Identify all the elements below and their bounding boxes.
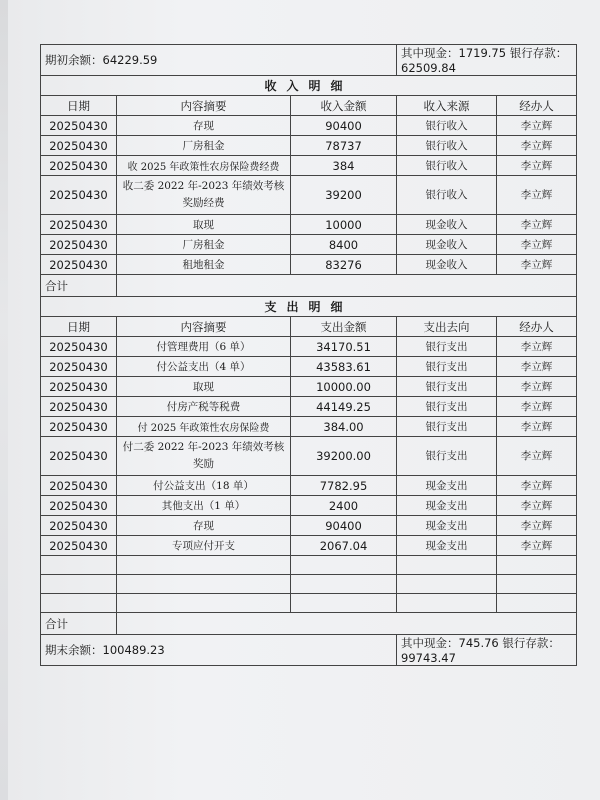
income-amount: 78737 <box>291 136 397 156</box>
expense-summary: 付公益支出（4 单） <box>117 357 291 377</box>
closing-balance: 期末余额：100489.23 <box>41 635 397 666</box>
expense-amount: 10000.00 <box>291 377 397 397</box>
income-date: 20250430 <box>41 235 117 255</box>
expense-total-label: 合计 <box>41 613 117 635</box>
expense-destination: 现金支出 <box>397 536 497 556</box>
income-handler: 李立辉 <box>497 116 577 136</box>
expense-date: 20250430 <box>41 357 117 377</box>
expense-header-destination: 支出去向 <box>397 317 497 337</box>
expense-date: 20250430 <box>41 516 117 536</box>
expense-summary: 付二委 2022 年-2023 年绩效考核奖励 <box>117 437 291 476</box>
expense-handler: 李立辉 <box>497 496 577 516</box>
expense-header-amount: 支出金额 <box>291 317 397 337</box>
expense-amount: 34170.51 <box>291 337 397 357</box>
expense-handler: 李立辉 <box>497 536 577 556</box>
income-summary: 存现 <box>117 116 291 136</box>
income-amount: 90400 <box>291 116 397 136</box>
expense-header-summary: 内容摘要 <box>117 317 291 337</box>
expense-handler: 李立辉 <box>497 397 577 417</box>
expense-handler: 李立辉 <box>497 437 577 476</box>
income-section-title: 收入明细 <box>41 76 577 96</box>
income-row <box>41 215 577 235</box>
income-row <box>41 116 577 136</box>
income-header-handler: 经办人 <box>497 96 577 116</box>
opening-row <box>41 45 577 76</box>
closing-breakdown: 其中现金：745.76 银行存款：99743.47 <box>397 635 577 666</box>
income-amount: 384 <box>291 156 397 176</box>
expense-amount: 2067.04 <box>291 536 397 556</box>
income-summary: 收二委 2022 年-2023 年绩效考核奖励经费 <box>117 176 291 215</box>
expense-row <box>41 437 577 476</box>
expense-destination: 现金支出 <box>397 496 497 516</box>
expense-section-title: 支出明细 <box>41 297 577 317</box>
income-row <box>41 235 577 255</box>
opening-breakdown: 其中现金：1719.75 银行存款：62509.84 <box>397 45 577 76</box>
income-amount: 10000 <box>291 215 397 235</box>
income-row <box>41 255 577 275</box>
income-row <box>41 156 577 176</box>
income-total-label: 合计 <box>41 275 117 297</box>
income-source: 现金收入 <box>397 255 497 275</box>
expense-empty-row <box>41 594 577 613</box>
income-summary: 收 2025 年政策性农房保险费经费 <box>117 156 291 176</box>
expense-empty-row <box>41 556 577 575</box>
expense-destination: 现金支出 <box>397 516 497 536</box>
expense-date: 20250430 <box>41 536 117 556</box>
expense-row <box>41 417 577 437</box>
income-date: 20250430 <box>41 215 117 235</box>
expense-row <box>41 357 577 377</box>
income-title-row <box>41 76 577 96</box>
expense-handler: 李立辉 <box>497 337 577 357</box>
expense-date: 20250430 <box>41 397 117 417</box>
expense-total-row <box>41 613 577 635</box>
expense-amount: 2400 <box>291 496 397 516</box>
expense-summary: 付房产税等税费 <box>117 397 291 417</box>
expense-summary: 存现 <box>117 516 291 536</box>
income-date: 20250430 <box>41 156 117 176</box>
expense-handler: 李立辉 <box>497 357 577 377</box>
income-source: 银行收入 <box>397 156 497 176</box>
expense-row <box>41 377 577 397</box>
expense-destination: 现金支出 <box>397 476 497 496</box>
expense-row <box>41 496 577 516</box>
income-source: 银行收入 <box>397 116 497 136</box>
expense-destination: 银行支出 <box>397 397 497 417</box>
expense-amount: 44149.25 <box>291 397 397 417</box>
expense-header-handler: 经办人 <box>497 317 577 337</box>
expense-row <box>41 337 577 357</box>
ledger-table <box>40 44 577 666</box>
expense-header-row <box>41 317 577 337</box>
expense-date: 20250430 <box>41 476 117 496</box>
income-summary: 厂房租金 <box>117 235 291 255</box>
expense-amount: 7782.95 <box>291 476 397 496</box>
opening-balance: 期初余额：64229.59 <box>41 45 397 76</box>
income-source: 现金收入 <box>397 235 497 255</box>
income-summary: 取现 <box>117 215 291 235</box>
income-summary: 租地租金 <box>117 255 291 275</box>
income-header-date: 日期 <box>41 96 117 116</box>
expense-summary: 专项应付开支 <box>117 536 291 556</box>
income-date: 20250430 <box>41 176 117 215</box>
expense-destination: 银行支出 <box>397 437 497 476</box>
expense-total-value <box>117 613 577 635</box>
income-handler: 李立辉 <box>497 136 577 156</box>
income-amount: 8400 <box>291 235 397 255</box>
income-source: 现金收入 <box>397 215 497 235</box>
expense-row <box>41 476 577 496</box>
income-handler: 李立辉 <box>497 255 577 275</box>
expense-summary: 付 2025 年政策性农房保险费 <box>117 417 291 437</box>
expense-amount: 90400 <box>291 516 397 536</box>
expense-handler: 李立辉 <box>497 377 577 397</box>
expense-handler: 李立辉 <box>497 417 577 437</box>
expense-summary: 付公益支出（18 单） <box>117 476 291 496</box>
expense-date: 20250430 <box>41 417 117 437</box>
income-summary: 厂房租金 <box>117 136 291 156</box>
expense-amount: 39200.00 <box>291 437 397 476</box>
expense-row <box>41 516 577 536</box>
income-header-row <box>41 96 577 116</box>
expense-handler: 李立辉 <box>497 516 577 536</box>
expense-destination: 银行支出 <box>397 417 497 437</box>
expense-destination: 银行支出 <box>397 377 497 397</box>
expense-date: 20250430 <box>41 377 117 397</box>
income-amount: 83276 <box>291 255 397 275</box>
income-header-summary: 内容摘要 <box>117 96 291 116</box>
income-total-row <box>41 275 577 297</box>
expense-handler: 李立辉 <box>497 476 577 496</box>
income-date: 20250430 <box>41 116 117 136</box>
income-handler: 李立辉 <box>497 215 577 235</box>
expense-row <box>41 536 577 556</box>
income-date: 20250430 <box>41 136 117 156</box>
income-row <box>41 136 577 156</box>
expense-date: 20250430 <box>41 496 117 516</box>
expense-amount: 43583.61 <box>291 357 397 377</box>
expense-date: 20250430 <box>41 437 117 476</box>
expense-row <box>41 397 577 417</box>
expense-destination: 银行支出 <box>397 357 497 377</box>
income-total-value <box>117 275 577 297</box>
income-amount: 39200 <box>291 176 397 215</box>
income-date: 20250430 <box>41 255 117 275</box>
income-source: 银行收入 <box>397 176 497 215</box>
expense-date: 20250430 <box>41 337 117 357</box>
income-handler: 李立辉 <box>497 176 577 215</box>
income-source: 银行收入 <box>397 136 497 156</box>
expense-summary: 其他支出（1 单） <box>117 496 291 516</box>
income-header-amount: 收入金额 <box>291 96 397 116</box>
expense-empty-row <box>41 575 577 594</box>
expense-summary: 付管理费用（6 单） <box>117 337 291 357</box>
expense-summary: 取现 <box>117 377 291 397</box>
income-header-source: 收入来源 <box>397 96 497 116</box>
income-handler: 李立辉 <box>497 235 577 255</box>
expense-title-row <box>41 297 577 317</box>
expense-header-date: 日期 <box>41 317 117 337</box>
expense-amount: 384.00 <box>291 417 397 437</box>
expense-destination: 银行支出 <box>397 337 497 357</box>
income-handler: 李立辉 <box>497 156 577 176</box>
income-row <box>41 176 577 215</box>
closing-row <box>41 635 577 666</box>
